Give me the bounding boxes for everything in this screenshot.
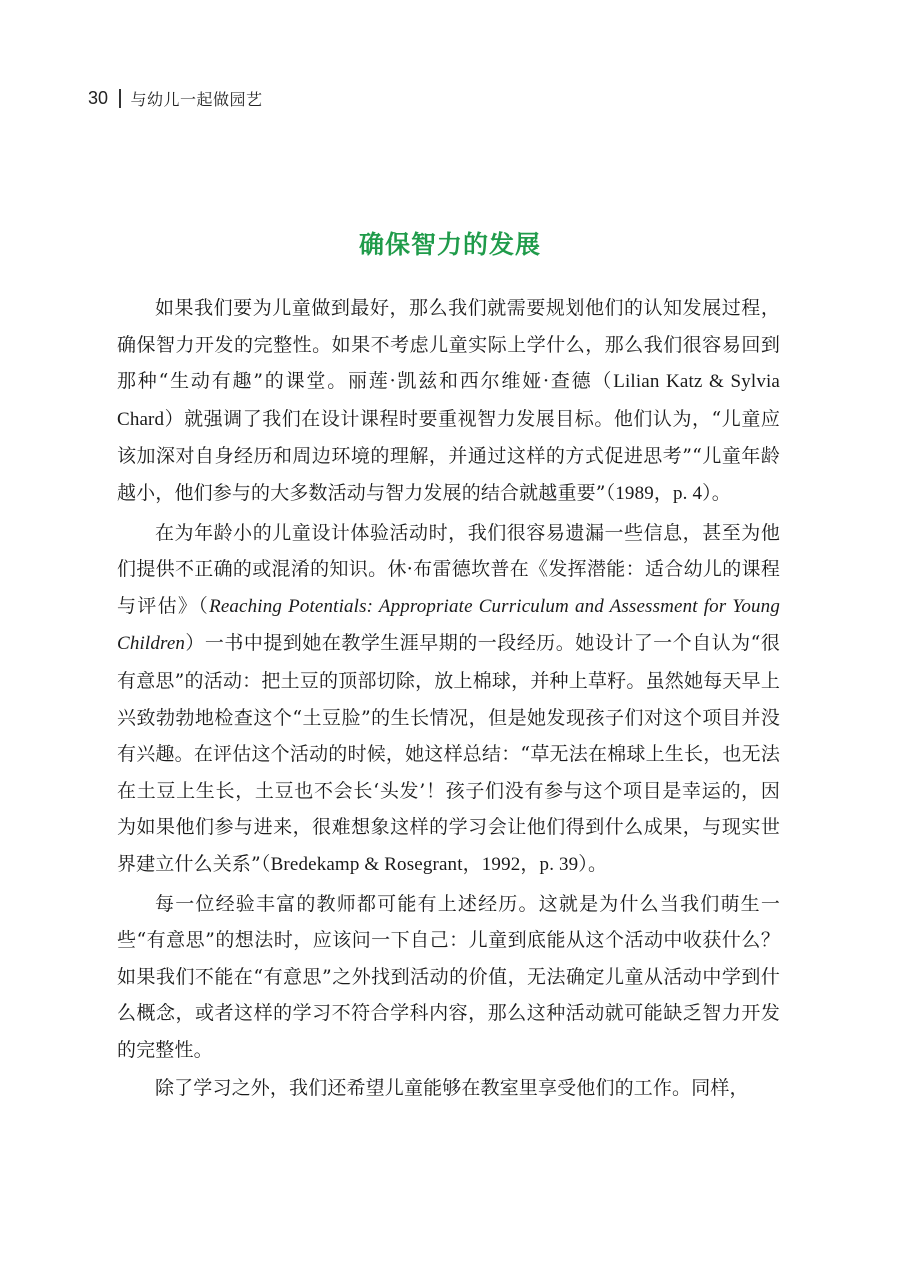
text-run: ）就强调了我们在设计课程时要重视智力发展目标。他们认为，“儿童应该加深对自身经历和周边环境的理解，并通过这样的方式促进思考”“儿童年龄越小，他们参与的大多数活动与智力发展的结合就越重要”（ (117, 407, 780, 504)
text-run: ， (520, 852, 540, 875)
header-divider (119, 89, 121, 108)
text-run: ， (462, 852, 482, 875)
paragraph (117, 886, 780, 1069)
text-run: ， (653, 481, 674, 504)
text-run: ）。 (578, 852, 608, 875)
paragraph (117, 290, 780, 513)
book-title-italic: Reaching Potentials: Appropriate Curriculum and Assessment for Young Children (117, 595, 780, 655)
text-run: Lilian Katz & Sylvia Chard (117, 371, 780, 430)
text-run: 1989 (615, 482, 654, 504)
paragraph (117, 515, 780, 884)
section-title: 确保智力的发展 (358, 229, 541, 259)
text-run: 如果我们要为儿童做到最好，那么我们就需要规划他们的认知发展过程，确保智力开发的完整性。如果不考虑儿童实际上学什么，那么我们很容易回到那种“生动有趣”的课堂。丽莲·凯兹和西尔维娅·查德（ (117, 297, 780, 393)
text-run: Bredekamp & Rosegrant (270, 853, 463, 875)
paragraph (117, 1070, 780, 1107)
page-number: 30 (88, 87, 109, 108)
book-title: 与幼儿一起做园艺 (130, 89, 263, 109)
text-run: 1992 (481, 853, 521, 875)
text-run: ）一书中提到她在教学生涯早期的一段经历。她设计了一个自认为“很有意思”的活动：把土豆的顶部切除，放上棉球，并种上草籽。虽然她每天早上兴致勃勃地检查这个“土豆脸”的生长情况，但是她发现孩子们对这个项目并没有兴趣。在评估这个活动的时候，她这样总结：“草无法在棉球上生长，也无法在土豆上生长，土豆也不会长‘头发’！孩子们没有参与这个项目是幸运的，因为如果他们参与进来，很难想象这样的学习会让他们得到什么成果，与现实世界建立什么关系”（ (117, 632, 780, 875)
running-header (88, 85, 263, 111)
body-text (117, 290, 780, 1109)
text-run: p. 39 (539, 853, 579, 875)
text-run: ）。 (702, 481, 731, 504)
text-run: p. 4 (673, 482, 703, 504)
text-run: 每一位经验丰富的教师都可能有上述经历。这就是为什么当我们萌生一些“有意思”的想法时，应该问一下自己：儿童到底能从这个活动中收获什么？如果我们不能在“有意思”之外找到活动的价值，无法确定儿童从活动中学到什么概念，或者这样的学习不符合学科内容，那么这种活动就可能缺乏智力开发的完整性。 (117, 892, 780, 1061)
text-run: 除了学习之外，我们还希望儿童能够在教室里享受他们的工作。同样， (155, 1077, 749, 1100)
text-run: 在为年龄小的儿童设计体验活动时，我们很容易遗漏一些信息，甚至为他们提供不正确的或混淆的知识。休·布雷德坎普在《发挥潜能：适合幼儿的课程与评估》（ (117, 521, 780, 617)
